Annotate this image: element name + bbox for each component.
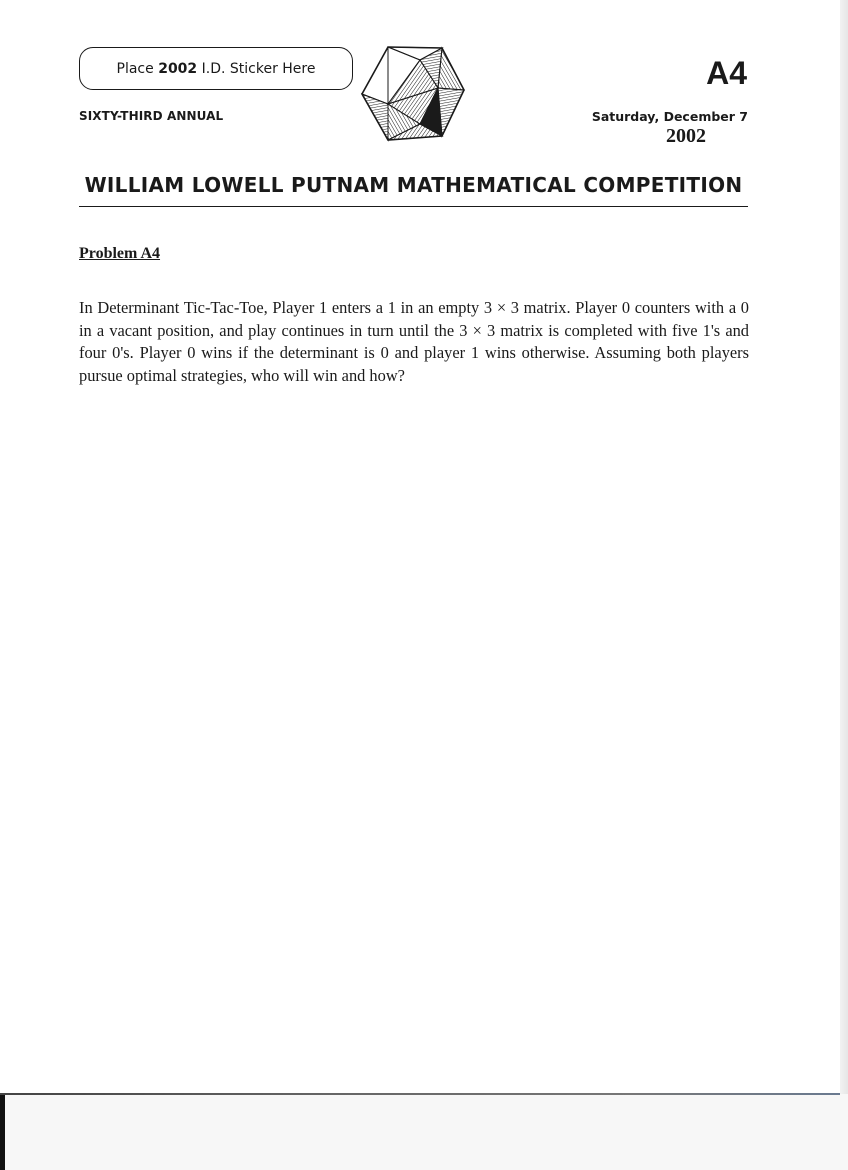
page-edge [840, 0, 848, 1170]
annual-label: SIXTY-THIRD ANNUAL [79, 109, 224, 123]
sticker-suffix: I.D. Sticker Here [201, 60, 316, 77]
sticker-prefix: Place [116, 60, 154, 77]
scan-edge-line [0, 1093, 840, 1095]
problem-heading: Problem A4 [79, 245, 161, 262]
exam-year: 2002 [666, 125, 706, 147]
competition-title: WILLIAM LOWELL PUTNAM MATHEMATICAL COMPETITION [84, 173, 743, 197]
problem-code: A4 [706, 55, 747, 91]
id-sticker-box [79, 47, 353, 90]
scan-margin [0, 1094, 848, 1170]
exam-date: Saturday, December 7 [591, 109, 748, 124]
title-divider [79, 206, 748, 207]
scan-edge-bar [0, 1095, 5, 1170]
polyhedron-logo-icon [358, 44, 466, 144]
sticker-year: 2002 [158, 60, 198, 77]
problem-text: In Determinant Tic-Tac-Toe, Player 1 enters a 1 in an empty 3 × 3 matrix. Player 0 counters with a 0 in a vacant position, and play continues in turn until the 3 × 3 matrix is completed with five 1's and four 0's. Player 0 wins if the determinant is 0 and player 1 wins otherwise. Assuming both players pursue optimal strategies, who will win and how? [79, 298, 749, 385]
